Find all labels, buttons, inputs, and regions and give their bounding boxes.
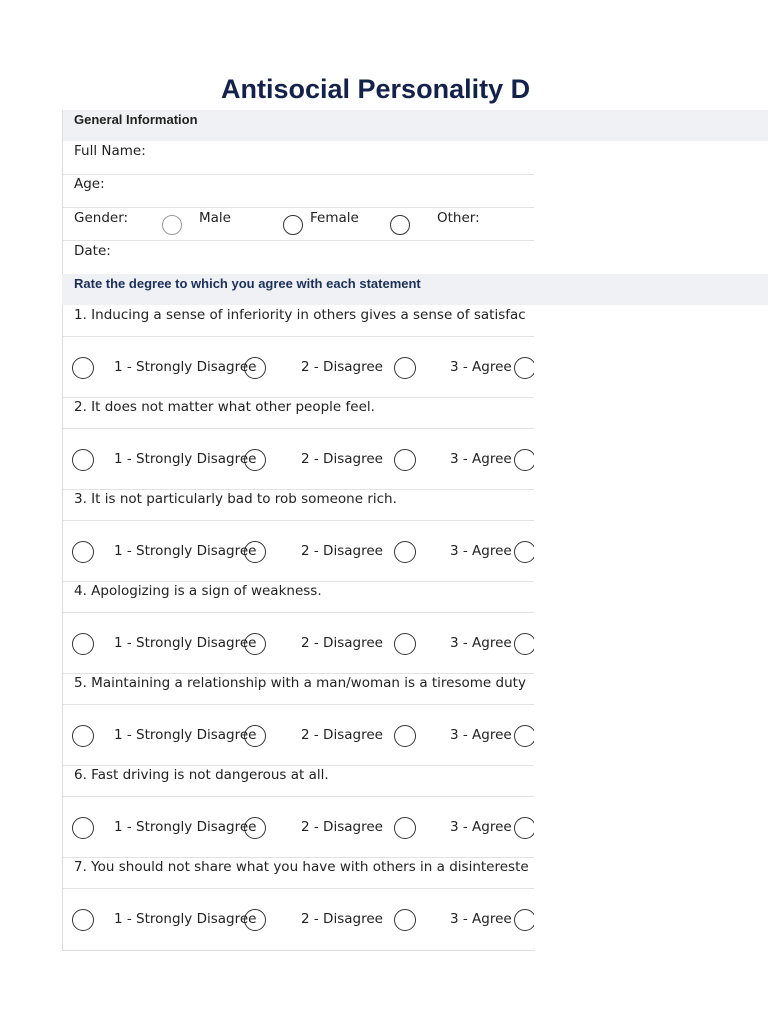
answer-radio-4[interactable] (514, 357, 534, 379)
answer-options (63, 813, 534, 843)
answer-label-1: 1 - Strongly Disagree (114, 451, 257, 467)
answer-radio-1[interactable] (72, 633, 94, 655)
answer-label-3: 3 - Agree (450, 359, 512, 375)
gender-male-label: Male (199, 210, 231, 226)
row-divider (63, 428, 534, 429)
answer-options (63, 905, 534, 935)
answer-label-3: 3 - Agree (450, 451, 512, 467)
answer-label-2: 2 - Disagree (301, 911, 383, 927)
rating-header-extension (534, 274, 768, 305)
answer-label-1: 1 - Strongly Disagree (114, 635, 257, 651)
answer-label-3: 3 - Agree (450, 543, 512, 559)
question-text: 3. It is not particularly bad to rob someone rich. (74, 491, 397, 507)
question-row (63, 305, 534, 329)
question-row (63, 673, 534, 697)
gender-other-label: Other: (437, 210, 480, 226)
answer-label-2: 2 - Disagree (301, 359, 383, 375)
row-divider (63, 336, 534, 337)
row-divider (63, 796, 534, 797)
question-text: 1. Inducing a sense of inferiority in others gives a sense of satisfac (74, 307, 526, 323)
answer-radio-1[interactable] (72, 541, 94, 563)
gender-female-radio[interactable] (283, 215, 303, 235)
answer-label-2: 2 - Disagree (301, 543, 383, 559)
gender-label: Gender: (74, 210, 129, 226)
question-row (63, 489, 534, 513)
answer-radio-1[interactable] (72, 817, 94, 839)
answer-radio-3[interactable] (394, 357, 416, 379)
answer-label-1: 1 - Strongly Disagree (114, 359, 257, 375)
gender-other-radio[interactable] (390, 215, 410, 235)
answer-options (63, 721, 534, 751)
answer-radio-3[interactable] (394, 449, 416, 471)
answer-label-2: 2 - Disagree (301, 819, 383, 835)
answer-label-3: 3 - Agree (450, 819, 512, 835)
answer-radio-4[interactable] (514, 449, 534, 471)
date-label: Date: (74, 243, 111, 259)
answer-radio-4[interactable] (514, 541, 534, 563)
answer-options (63, 629, 534, 659)
answer-label-1: 1 - Strongly Disagree (114, 819, 257, 835)
answer-label-3: 3 - Agree (450, 911, 512, 927)
row-divider (63, 240, 534, 241)
general-info-header-extension (534, 110, 768, 141)
question-row (63, 397, 534, 421)
question-text: 4. Apologizing is a sign of weakness. (74, 583, 322, 599)
answer-label-3: 3 - Agree (450, 635, 512, 651)
answer-radio-1[interactable] (72, 725, 94, 747)
answer-label-2: 2 - Disagree (301, 727, 383, 743)
question-text: 2. It does not matter what other people feel. (74, 399, 375, 415)
gender-female-label: Female (310, 210, 359, 226)
answer-label-1: 1 - Strongly Disagree (114, 727, 257, 743)
age-label: Age: (74, 176, 105, 192)
row-divider (63, 520, 534, 521)
answer-label-2: 2 - Disagree (301, 635, 383, 651)
gender-male-radio[interactable] (162, 215, 182, 235)
answer-radio-4[interactable] (514, 633, 534, 655)
row-divider (63, 174, 534, 175)
answer-radio-1[interactable] (72, 449, 94, 471)
page-title: Antisocial Personality D (221, 74, 531, 104)
full-name-label: Full Name: (74, 143, 146, 159)
answer-radio-3[interactable] (394, 725, 416, 747)
answer-radio-3[interactable] (394, 633, 416, 655)
answer-label-1: 1 - Strongly Disagree (114, 911, 257, 927)
answer-label-1: 1 - Strongly Disagree (114, 543, 257, 559)
answer-radio-1[interactable] (72, 909, 94, 931)
answer-options (63, 445, 534, 475)
answer-label-2: 2 - Disagree (301, 451, 383, 467)
question-row (63, 857, 534, 881)
row-divider (63, 704, 534, 705)
question-text: 7. You should not share what you have with others in a disintereste (74, 859, 529, 875)
row-divider (63, 207, 534, 208)
answer-radio-3[interactable] (394, 541, 416, 563)
question-row (63, 581, 534, 605)
question-text: 5. Maintaining a relationship with a man/woman is a tiresome duty (74, 675, 526, 691)
general-info-heading: General Information (74, 112, 198, 127)
answer-label-3: 3 - Agree (450, 727, 512, 743)
answer-radio-3[interactable] (394, 817, 416, 839)
question-text: 6. Fast driving is not dangerous at all. (74, 767, 329, 783)
answer-options (63, 353, 534, 383)
answer-radio-4[interactable] (514, 909, 534, 931)
rating-heading: Rate the degree to which you agree with each statement (74, 276, 421, 291)
row-divider (63, 612, 534, 613)
answer-radio-4[interactable] (514, 817, 534, 839)
answer-radio-1[interactable] (72, 357, 94, 379)
answer-options (63, 537, 534, 567)
answer-radio-4[interactable] (514, 725, 534, 747)
row-divider (63, 888, 534, 889)
answer-radio-3[interactable] (394, 909, 416, 931)
question-row (63, 765, 534, 789)
